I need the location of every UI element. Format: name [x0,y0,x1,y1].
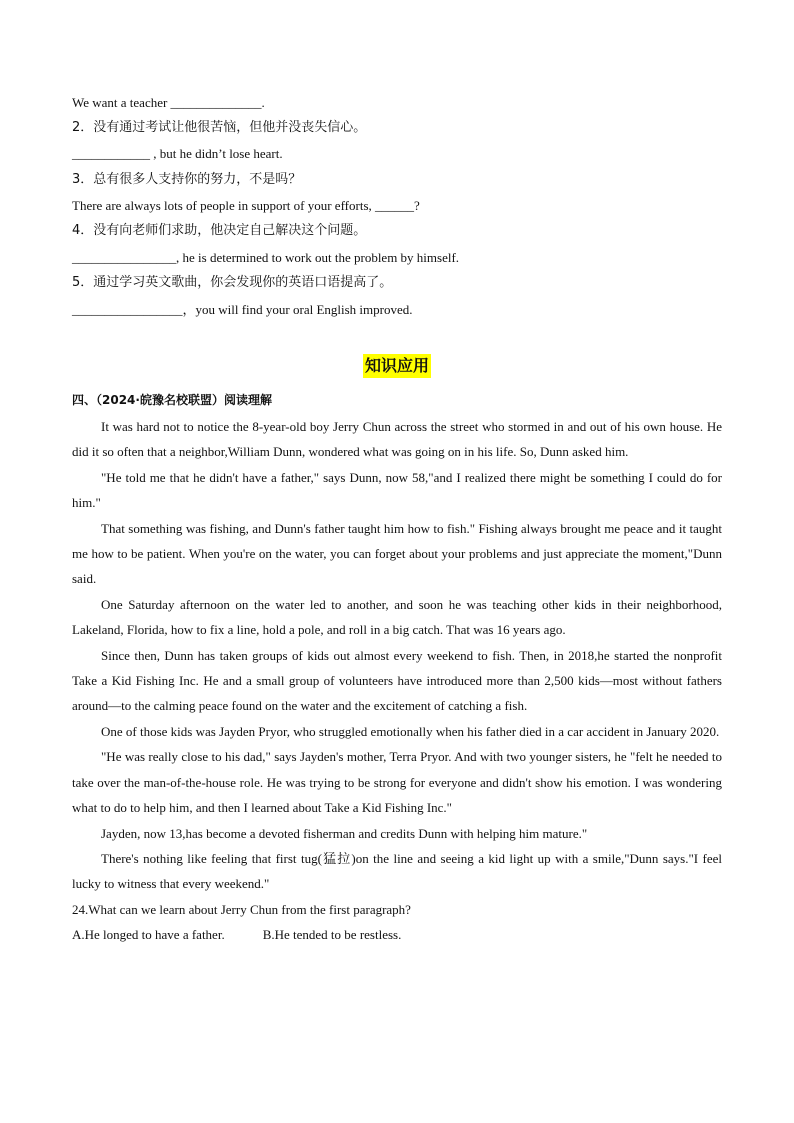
passage-paragraph-6: One of those kids was Jayden Pryor, who struggled emotionally when his father died in a car accident in January 2020. [101,723,720,739]
question-24-options [72,922,722,947]
passage-paragraph-3: That something was fishing, and Dunn's father taught him how to fish." Fishing always brought me peace and it taught me how to be patient. When you're on the water, you can forget about your problems and just appreciate the moment,"Dunn said. [72,520,722,587]
heading-container [0,354,794,378]
passage-paragraph-8: Jayden, now 13,has become a devoted fisherman and credits Dunn with helping him mature." [101,825,588,841]
passage-paragraph-5: Since then, Dunn has taken groups of kids out almost every weekend to fish. Then, in 2018,he started the nonprofit Take a Kid Fishing Inc. He and a small group of volunteers have introduced more than 2,500 kids—most without fathers around—to the calming peace found on the water and the excitement of catching a fish. [72,647,722,714]
section-heading: 知识应用 [363,354,431,378]
passage-paragraph-1: It was hard not to notice the 8-year-old boy Jerry Chun across the street who stormed in and out of his own house. He did it so often that a neighbor,William Dunn, wondered what was going on in his life. So, Dunn asked him. [72,419,722,460]
answer-line-3: There are always lots of people in support of your efforts, ______? [72,198,420,213]
question-2: 2．没有通过考试让他很苦恼，但他并没丧失信心。 [72,120,367,135]
question-3: 3．总有很多人支持你的努力，不是吗？ [72,172,302,187]
passage-paragraph-4: One Saturday afternoon on the water led to another, and soon he was teaching other kids in their neighborhood, Lakeland, Florida, how to fix a line, hold a pole, and roll in a big catch. That was 16 years ago. [72,596,722,638]
question-4: 4．没有向老师们求助，他决定自己解决这个问题。 [72,223,367,238]
answer-line-4: ________________, he is determined to work out the problem by himself. [72,250,460,265]
option-a[interactable]: A.He longed to have a father. [72,927,225,943]
answer-line-1: We want a teacher ______________. [72,95,265,110]
reading-passage [72,414,722,948]
section-title: 四、（2024·皖豫名校联盟）阅读理解 [72,393,272,407]
passage-paragraph-7: "He was really close to his dad," says Jayden's mother, Terra Pryor. And with two younger sisters, he "felt he needed to take over the man-of-the-house role. He was trying to be strong for everyone and didn't show his emotion. I was wondering what to do to help him, and then I learned about Take a Kid Fishing Inc." [72,749,722,816]
question-5: 5．通过学习英文歌曲，你会发现你的英语口语提高了。 [72,275,393,290]
answer-line-5: _________________，you will find your oral English improved. [72,302,413,317]
option-b[interactable]: B.He tended to be restless. [262,927,402,943]
passage-paragraph-2: "He told me that he didn't have a father," says Dunn, now 58,"and I realized there might be something I could do for him." [72,469,722,511]
question-24-stem: 24.What can we learn about Jerry Chun from the first paragraph? [72,901,411,917]
passage-paragraph-9: There's nothing like feeling that first tug(猛拉)on the line and seeing a kid light up with a smile,"Dunn says."I feel lucky to witness that every weekend." [72,850,722,892]
answer-line-2: ____________ , but he didn’t lose heart. [72,146,283,161]
